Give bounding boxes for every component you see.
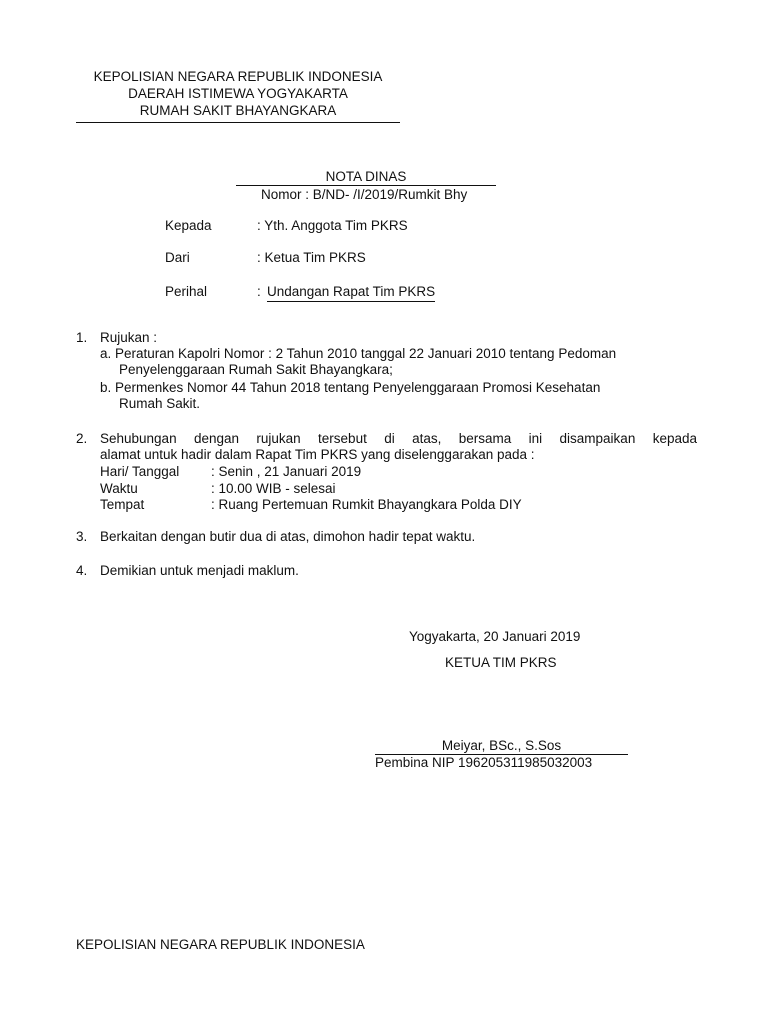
- signatory-position: KETUA TIM PKRS: [445, 655, 557, 670]
- footer-line-1: KEPOLISIAN NEGARA REPUBLIK INDONESIA: [76, 937, 365, 952]
- perihal-label: Perihal: [165, 284, 208, 299]
- item-1b-line-1: b. Permenkes Nomor 44 Tahun 2018 tentang Penyelenggaraan Promosi Kesehatan: [100, 380, 601, 395]
- signatory-rank-nip: Pembina NIP 196205311985032003: [375, 755, 593, 770]
- kepada-label: Kepada: [165, 218, 212, 233]
- document-number: Nomor : B/ND- /I/2019/Rumkit Bhy: [261, 187, 468, 202]
- dari-label: Dari: [165, 250, 190, 265]
- item-2-text-line-1: Sehubungan dengan rujukan tersebut di atas, bersama ini disampaikan kepada: [100, 431, 697, 446]
- hari-tanggal-label: Hari/ Tanggal: [100, 464, 180, 479]
- item-1b-line-2: Rumah Sakit.: [119, 396, 201, 411]
- place-date: Yogyakarta, 20 Januari 2019: [409, 629, 581, 644]
- item-4-text: Demikian untuk menjadi maklum.: [100, 563, 299, 578]
- dari-value: : Ketua Tim PKRS: [257, 250, 366, 265]
- title-underline: [236, 185, 496, 186]
- item-1-number: 1.: [76, 330, 88, 345]
- item-1a-line-2: Penyelenggaraan Rumah Sakit Bhayangkara;: [119, 362, 393, 377]
- tempat-label: Tempat: [100, 497, 145, 512]
- letterhead-line-2: DAERAH ISTIMEWA YOGYAKARTA: [128, 86, 348, 101]
- item-1a-line-1: a. Peraturan Kapolri Nomor : 2 Tahun 2010 tanggal 22 Januari 2010 tentang Pedoman: [100, 346, 617, 361]
- letterhead-line-3: RUMAH SAKIT BHAYANGKARA: [139, 103, 337, 118]
- item-3-number: 3.: [76, 529, 88, 544]
- item-3-text: Berkaitan dengan butir dua di atas, dimohon hadir tepat waktu.: [100, 529, 476, 544]
- signatory-name: Meiyar, BSc., S.Sos: [441, 738, 562, 753]
- perihal-colon: :: [257, 284, 261, 299]
- item-1-heading: Rujukan :: [100, 330, 158, 345]
- kepada-value: : Yth. Anggota Tim PKRS: [257, 218, 408, 233]
- waktu-label: Waktu: [100, 481, 138, 496]
- waktu-value: : 10.00 WIB - selesai: [211, 481, 336, 496]
- document-title: NOTA DINAS: [325, 169, 407, 184]
- item-2-number: 2.: [76, 431, 88, 446]
- item-4-number: 4.: [76, 563, 88, 578]
- tempat-value: : Ruang Pertemuan Rumkit Bhayangkara Polda DIY: [211, 497, 522, 512]
- letterhead-underline: [76, 122, 400, 123]
- hari-tanggal-value: : Senin , 21 Januari 2019: [211, 464, 362, 479]
- item-2-text-line-2: alamat untuk hadir dalam Rapat Tim PKRS yang diselenggarakan pada :: [100, 447, 535, 462]
- letterhead-line-1: KEPOLISIAN NEGARA REPUBLIK INDONESIA: [93, 69, 383, 84]
- perihal-value: Undangan Rapat Tim PKRS: [267, 284, 435, 302]
